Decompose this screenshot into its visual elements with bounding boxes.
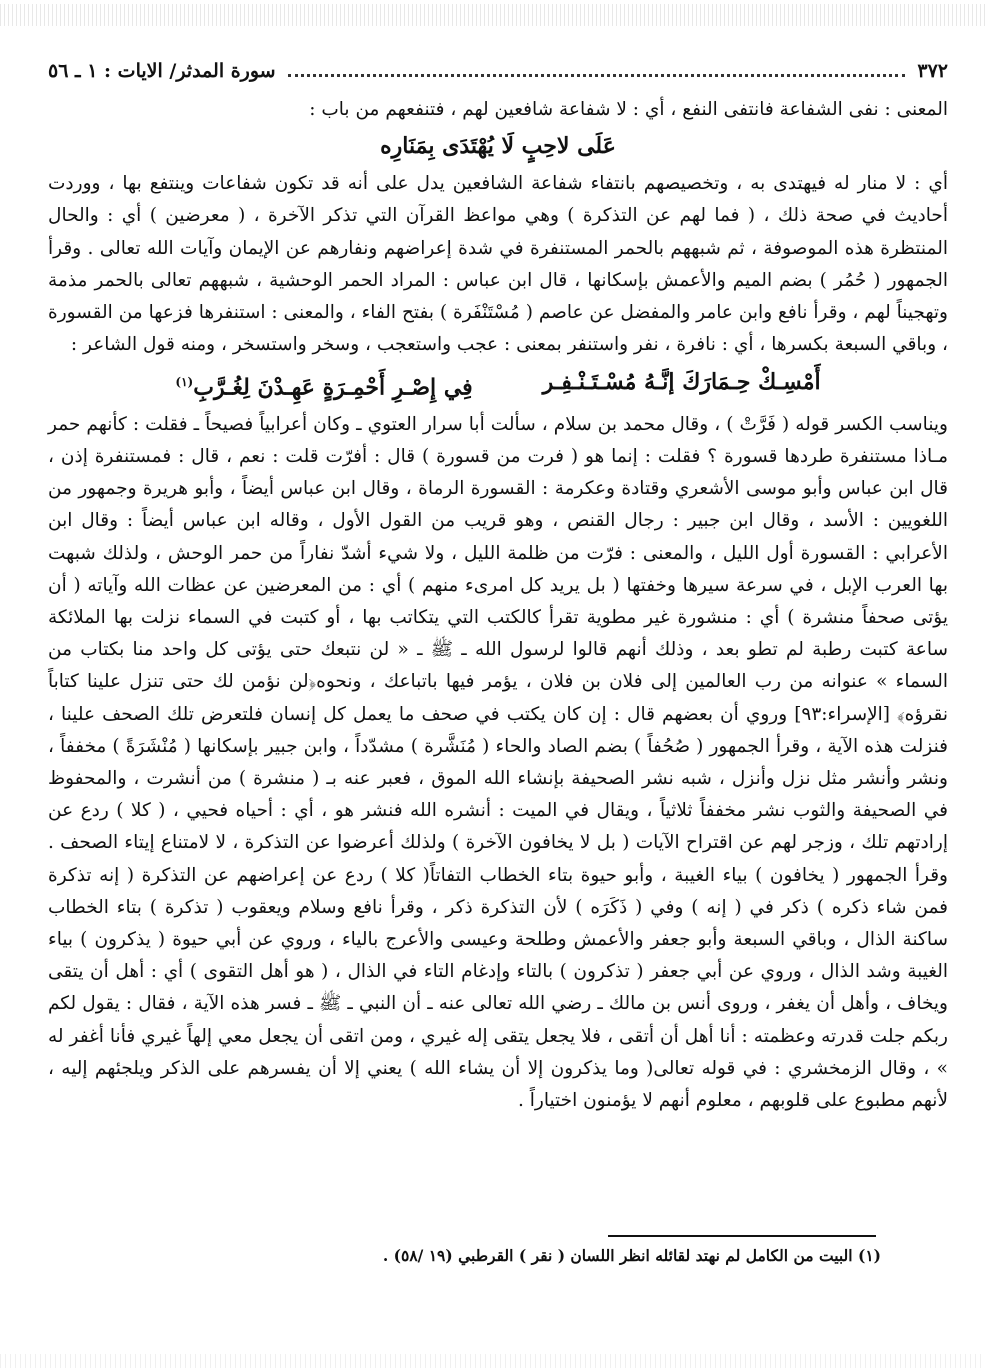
book-page [48,60,948,1117]
running-title: سورة المدثر/ الايات : ١ ـ ٥٦ [48,60,276,82]
paragraph-commentary-2: ويناسب الكسر قوله ( فَرَّتْ ) ، وقال محمد بن سلام ، سألت أبا سرار العتوي ـ وكان أعرابياً فصيحاً ـ فقلت : كأنهم حمر مـاذا مستنفرة طردها قسورة ؟ فقلت : إنما هو ( فرت من قسورة ) قال : أفرّت قلت : نعم ، قال : فمستنفرة إذن ، قال ابن عباس وأبو موسى الأشعري وقتادة وعكرمة : القسورة الرماة ، وقال ابن عباس أيضاً ، وأبو هريرة وجمهور من اللغويين : الأسد ، وقال ابن جبير : رجال القنص ، وهو قريب من القول الأول ، وقاله ابن عباس أيضاً : وقال ابن الأعرابي : القسورة أول الليل ، والمعنى : فرّت من ظلمة الليل ، ولا شيء أشدّ نفاراً من حمر الوحش ، ولذلك شبهت بها العرب الإبل ، في سرعة سيرها وخفتها ( بل يريد كل امرىء منهم ) أي : من المعرضين عن عظات الله وآياته ( أن يؤتى صحفاً منشرة ) أي : منشورة غير مطوية تقرأ كالكتب التي يتكاتب بها ، أو كتبت في السماء نزلت بها الملائكة ساعة كتبت رطبة لم تطو بعد ، وذلك أنهم قالوا لرسول الله ـ ﷺ ـ « لن نتبعك حتى يؤتى كل واحد منا بكتاب من السماء » عنوانه من رب العالمين إلى فلان بن فلان ، يؤمر فيها باتباعك ، ونحوه﴿لن نؤمن لك حتى تنزل علينا كتاباً نقرؤه﴾ [الإسراء:٩٣] وروي أن بعضهم قال : إن كان يكتب في صحف ما يعمل كل إنسان فلتعرض تلك الصحف علينا ، فنزلت هذه الآية ، وقرأ الجمهور ( صُحُفاً ) بضم الصاد والحاء ( مُنَشَّرة ) مشدّداً ، وابن جبير بإسكانها ( مُنْشَرَةً ) مخففاً ، ونشر وأنشر مثل نزل وأنزل ، شبه نشر الصحيفة بإنشاء الله الموق ، فعبر عنه بـ ( منشرة ) من أنشرت ، والمحفوظ في الصحيفة والثوب نشر مخففاً ثلاثياً ، ويقال في الميت : أنشره الله فنشر هو ، أي : أحياه فحيي ، ( كلا ) ردع عن إرادتهم تلك ، وزجر لهم عن اقتراح الآيات ( بل لا يخافون الآخرة ) ولذلك أعرضوا عن التذكرة ، لا لامتناع إيتاء الصحف . وقرأ الجمهور ( يخافون ) بياء الغيبة ، وأبو حيوة بتاء الخطاب التفاتاً( كلا ) ردع عن إعراضهم عن التذكرة ( إنه تذكرة فمن شاء ذكره ) ذكر في ( إنه ) وفي ( ذَكَرَه ) لأن التذكرة ذكر ، وقرأ نافع وسلام ويعقوب ( تذكرة ) بتاء الخطاب ساكنة الذال ، وباقي السبعة وأبو جعفر والأعمش وطلحة وعيسى والأعرج بالياء ، وروي عن أبي حيوة ( يذكرون ) بياء الغيبة وشد الذال ، وروي عن أبي جعفر ( تذكرون ) بالتاء وإدغام التاء في الذال ، ( هو أهل التقوى ) أي : أهل أن يتقى ويخاف ، وأهل أن يغفر ، وروى أنس بن مالك ـ رضي الله تعالى عنه ـ أن النبي ـ ﷺ ـ فسر هذه الآية ، فقال : يقول لكم ربكم جلت قدرته وعظمته : أنا أهل أن أتقى ، فلا يجعل يتقى إله غيري ، ومن اتقى أن يجعل معي إلهاً غيري فأنا أغفر له » ، وقال الزمخشري : في قوله تعالى( وما يذكرون إلا أن يشاء الله ) يعني إلا أن يفسرهم على الذكر ويلجئهم إليه ، لأنهم مطبوع على قلوبهم ، معلوم أنهم لا يؤمنون اختياراً . [48,413,948,1112]
footnote: (١) البيت من الكامل لم نهتد لقائله انظر اللسان ( نقر ) القرطبي (١٩ /٥٨) . [382,1246,881,1265]
scan-noise-bottom [0,1354,985,1368]
verse-first-hemistich: أَمْسِـكْ حِـمَارَكَ إنَّـهُ مُسْـتَـنْـفِـر [542,369,821,396]
footnote-marker: (١) [175,375,194,390]
running-header [48,60,948,94]
footnote-divider [608,1235,876,1237]
page-number: ٣٧٢ [917,60,948,82]
paragraph-intro: المعنى : نفى الشفاعة فانتفى النفع ، أي : لا شفاعة شافعين لهم ، فتنفعهم من باب : [309,99,948,120]
scan-noise-top [0,4,985,26]
paragraph-commentary-1: أي : لا منار له فيهتدى به ، وتخصيصهم بانتفاء شفاعة الشافعين يدل على أنه قد تكون شفاعات وينتفع بها ، ووردت أحاديث في صحة ذلك ، ( فما لهم عن التذكرة ) وهي مواعظ القرآن التي تذكر الآخرة ، ( معرضين ) أي : والحال المنتظرة هذه الموصوفة ، ثم شبههم بالحمر المستنفرة في شدة إعراضهم ونفارهم عن الإيمان وآيات الله تعالى . وقرأ الجمهور ( حُمُر ) بضم الميم والأعمش بإسكانها ، قال ابن عباس : المراد الحمر الوحشية ، شبههم تعالى بالحمر مذمة وتهجيناً لهم ، وقرأ نافع وابن عامر والمفضل عن عاصم ( مُسْتَنْفَرة ) بفتح الفاء ، والمعنى : استنفرها فزعها من القسورة ، وباقي السبعة بكسرها ، أي : نافرة ، نفر واستنفر بمعنى : عجب واستعجب ، وسخر واستسخر ، ومنه قول الشاعر : [48,173,948,356]
verse-second-hemistich: فِي إِصْـرِ أَحْمِـرَةٍ عَهِـدْنَ لِغُـرَّبِ$^{(١)}$ [175,374,473,401]
verse-quote-1: عَلَى لاحِبٍ لَا يُهْتَدَى بِمَنَارِه [380,133,616,160]
header-dot-leader [288,62,906,77]
verse-quote-2 [48,363,948,406]
